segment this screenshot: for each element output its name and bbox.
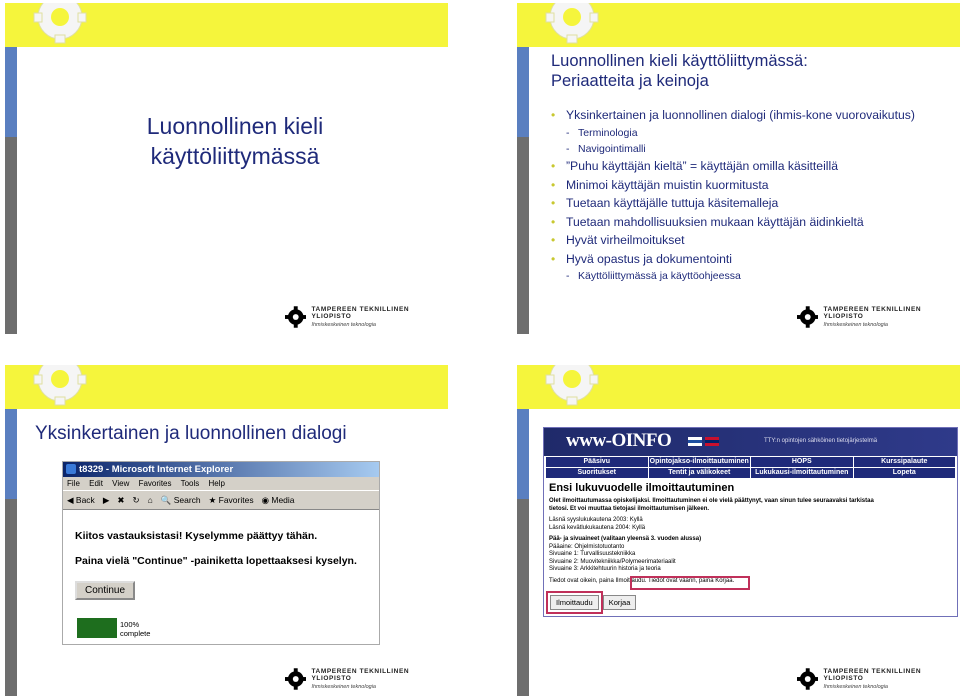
favorites-button[interactable]: ★ Favorites [208, 495, 254, 505]
ie-icon [66, 464, 76, 474]
browser-toolbar [63, 490, 379, 510]
bullet-item: • Minimoi käyttäjän muistin kuormitusta [551, 176, 951, 195]
slide-3 [5, 365, 448, 696]
bullet-item: • Hyvä opastus ja dokumentointi [551, 250, 951, 269]
progress-bar [77, 618, 117, 638]
nav-lopeta[interactable]: Lopeta [854, 468, 956, 478]
university-logo-icon [285, 668, 306, 690]
footer [797, 668, 960, 690]
menu-view[interactable]: View [112, 479, 130, 488]
bullet-list [551, 107, 951, 284]
oinfo-logo: www-OINFO [566, 430, 672, 451]
footer [285, 668, 448, 690]
forward-icon[interactable]: ▶ [102, 495, 110, 505]
menu-help[interactable]: Help [208, 479, 225, 488]
media-button[interactable]: ◉ Media [261, 495, 295, 505]
slide-side-bar [5, 409, 17, 696]
bullet-sub-item: - Käyttöliittymässä ja käyttöohjeessa [566, 270, 741, 282]
nav-suoritukset[interactable]: Suoritukset [546, 468, 648, 478]
footer-unit: Ihmiskeskeinen teknologia [823, 684, 888, 690]
oinfo-header [544, 428, 957, 456]
highlight-box [630, 576, 750, 590]
slide-2 [517, 3, 960, 334]
subjects-title: Pää- ja sivuaineet (valitaan yleensä 3. vuoden alussa) [549, 536, 702, 542]
nav-hops[interactable]: HOPS [751, 457, 853, 467]
gear-icon [539, 365, 605, 417]
nav-opintojakso[interactable]: Opintojakso-ilmoittautuminen [649, 458, 749, 465]
browser-content [63, 510, 379, 600]
back-button[interactable]: ◀ Back [67, 495, 95, 505]
subject-line: Sivuaine 2: Muovitekniikka/Polymeerimateriaalit [549, 558, 676, 565]
bullet-item: • Hyvät virheilmoitukset [551, 231, 951, 250]
thank-you-text: Kiitos vastauksistasi! Kyselymme päättyy tähän. [75, 530, 318, 542]
search-button[interactable]: 🔍 Search [160, 495, 201, 505]
footer-unit: Ihmiskeskeinen teknologia [823, 322, 888, 328]
subject-line: Pääaine: Ohjelmistotuotanto [549, 543, 625, 550]
slide-4 [517, 365, 960, 696]
footer [285, 306, 448, 328]
bullet-item: • ”Puhu käyttäjän kieltä” = käyttäjän omilla käsitteillä [551, 157, 951, 176]
nav-tentit[interactable]: Tentit ja välikokeet [649, 468, 751, 478]
nav-paasivu[interactable]: Pääsivu [546, 457, 648, 467]
progress-label: complete [120, 629, 151, 638]
oinfo-nav [544, 456, 957, 479]
bullet-sub-item: - Navigointimalli [566, 143, 646, 155]
oinfo-header-text: TTY:n opintojen sähköinen tietojärjestelmä [764, 438, 878, 444]
menu-favorites[interactable]: Favorites [138, 479, 172, 488]
bullet-item: • Tuetaan käyttäjälle tuttuja käsitemalleja [551, 194, 951, 213]
university-logo-icon [797, 668, 818, 690]
continue-button[interactable]: Continue [75, 581, 135, 600]
nav-lukukausi[interactable]: Lukukausi-ilmoittautuminen [751, 468, 853, 478]
gear-icon [27, 365, 93, 417]
footer [797, 306, 960, 328]
finnish-flag-icon[interactable] [688, 437, 702, 446]
oinfo-buttons [550, 595, 636, 610]
footer-university: TAMPEREEN TEKNILLINEN YLIOPISTO [823, 668, 922, 682]
footer-university: TAMPEREEN TEKNILLINEN YLIOPISTO [823, 306, 922, 320]
bullet-item: • Tuetaan mahdollisuuksien mukaan käyttäjän äidinkieltä [551, 213, 951, 232]
confirm-line: Tiedot ovat oikein, paina Ilmoittaudu. Tiedot ovat väärin, paina Korjaa. [549, 577, 735, 584]
refresh-icon[interactable]: ↻ [132, 495, 140, 505]
bullet-sub-item: - Terminologia [566, 127, 638, 139]
oinfo-main [544, 479, 957, 588]
footer-unit: Ihmiskeskeinen teknologia [311, 322, 376, 328]
browser-menu-bar [63, 477, 379, 490]
nav-kurssipalaute[interactable]: Kurssipalaute [854, 457, 956, 467]
subject-line: Sivuaine 1: Turvallisuustekniikka [549, 551, 636, 557]
stop-icon[interactable]: ✖ [117, 495, 125, 505]
university-logo-icon [797, 306, 818, 328]
english-flag-icon[interactable] [705, 437, 719, 446]
menu-edit[interactable]: Edit [89, 479, 103, 488]
browser-window [62, 461, 380, 645]
browser-title-bar: t8329 - Microsoft Internet Explorer [63, 462, 379, 477]
bullet-item: • Yksinkertainen ja luonnollinen dialogi (ihmis-kone vuorovaikutus) [551, 107, 951, 123]
progress-indicator [77, 618, 150, 638]
slide-side-bar [517, 47, 529, 334]
oinfo-heading: Ensi lukuvuodelle ilmoittautuminen [549, 482, 735, 494]
footer-university: TAMPEREEN TEKNILLINEN YLIOPISTO [311, 668, 410, 682]
slide-title: Luonnollinen kieli käyttöliittymässä: Periaatteita ja keinoja [551, 52, 808, 90]
gear-icon [539, 3, 605, 55]
progress-percent: 100% [120, 620, 140, 629]
instruction-text: Paina vielä "Continue" -painiketta lopettaaksesi kyselyn. [75, 555, 357, 567]
slide-1 [5, 3, 448, 334]
language-flags [688, 437, 719, 446]
info-line: tietosi. Et voi muuttaa tietojasi ilmoittautumisen jälkeen. [549, 505, 710, 512]
status-line: Läsnä syyslukukautena 2003: Kyllä [549, 517, 643, 523]
slide-title: Yksinkertainen ja luonnollinen dialogi [35, 423, 347, 444]
slide-title: Luonnollinen kieli käyttöliittymässä [146, 113, 324, 169]
slide-side-bar [5, 47, 17, 334]
info-line: Olet ilmoittautumassa opiskelijaksi. Ilmoittautuminen ei ole vielä päättynyt, vaan sinun tulee seuraavaksi tarkistaa [549, 498, 874, 504]
oinfo-screenshot [543, 427, 958, 617]
gear-icon [27, 3, 93, 55]
korjaa-button[interactable]: Korjaa [603, 595, 637, 610]
slide-side-bar [517, 409, 529, 696]
footer-unit: Ihmiskeskeinen teknologia [311, 684, 376, 690]
status-line: Läsnä kevätlukukautena 2004: Kyllä [549, 524, 646, 531]
subject-line: Sivuaine 3: Arkkitehtuurin historia ja teoria [549, 566, 661, 572]
footer-university: TAMPEREEN TEKNILLINEN YLIOPISTO [311, 306, 410, 320]
menu-file[interactable]: File [67, 479, 80, 488]
university-logo-icon [285, 306, 306, 328]
menu-tools[interactable]: Tools [180, 479, 200, 488]
ilmoittaudu-button[interactable]: Ilmoittaudu [550, 595, 599, 610]
home-icon[interactable]: ⌂ [147, 495, 153, 505]
